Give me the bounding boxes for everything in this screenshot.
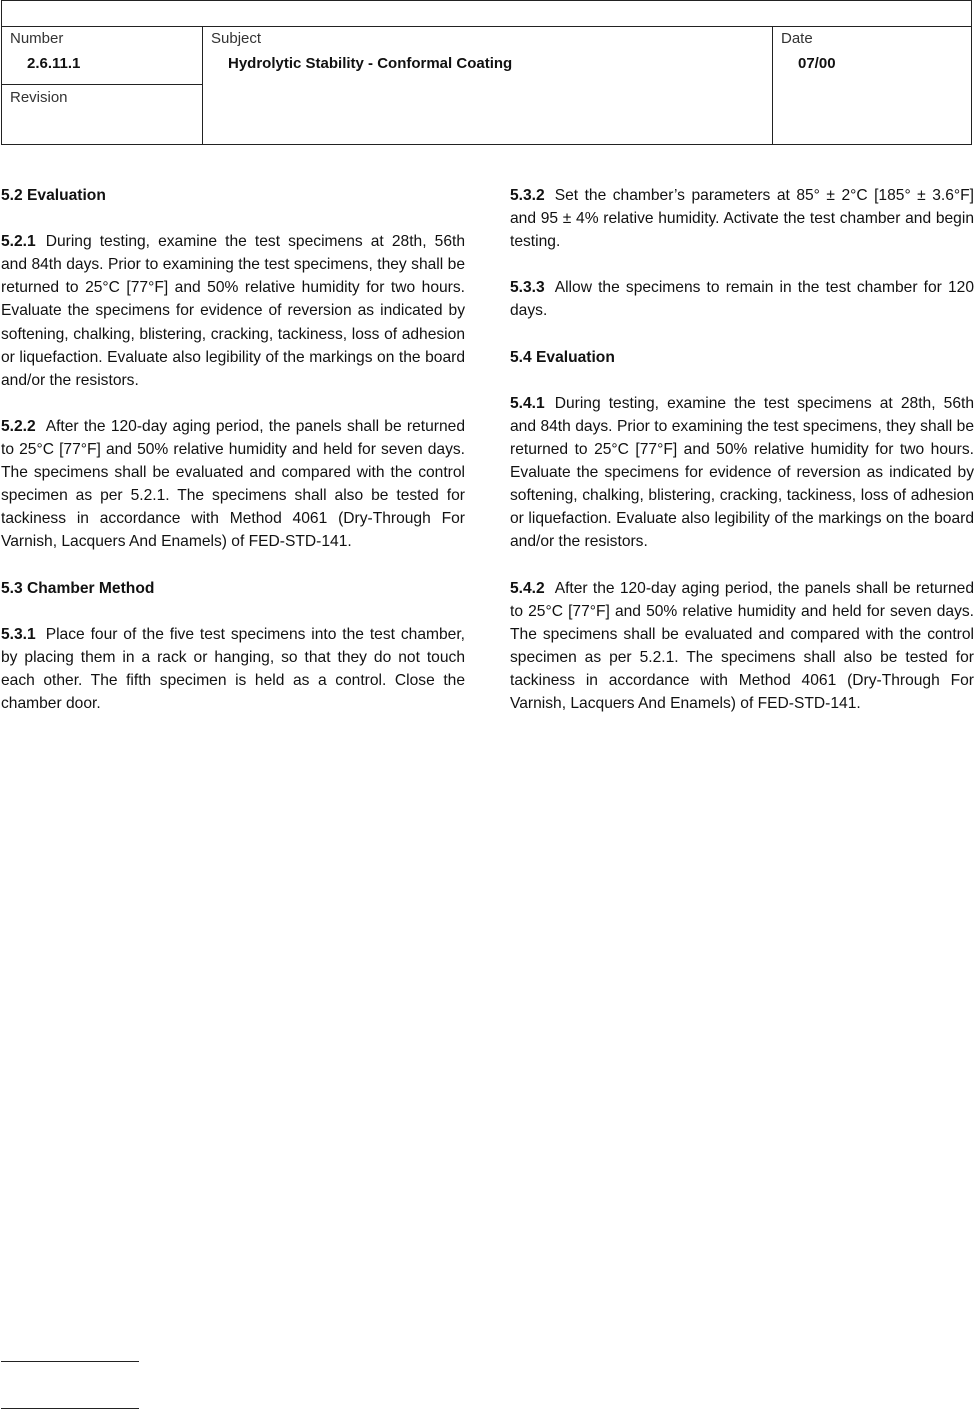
paragraph-5-2-1 <box>1 230 465 392</box>
paragraph-text: Place four of the five test specimens into the test chamber, by placing them in a rack or hanging, so that they do not touch each other. The fifth specimen is held as a control. Close the chamber door. <box>1 625 465 713</box>
paragraph-number: 5.2.2 <box>1 417 36 435</box>
footnote-rule <box>1 1361 139 1362</box>
paragraph-text: Allow the specimens to remain in the test chamber for 120 days. <box>510 279 974 320</box>
paragraph-number: 5.2.1 <box>1 233 36 251</box>
subject-label: Subject <box>211 30 262 47</box>
revision-label: Revision <box>10 89 68 106</box>
number-cell <box>2 26 203 85</box>
paragraph-number: 5.3.3 <box>510 279 545 297</box>
paragraph-5-4-1 <box>510 392 974 554</box>
paragraph-text: During testing, examine the test specimens at 28th, 56th and 84th days. Prior to examining the test specimens, they shall be returned to 25°C [77°F] and 50% relative humidity for two hours. Evaluate the specimens for evidence of reversion as indicated by softening, chalking, blistering, cracking, tackiness, loss of adhesion or liquefaction. Evaluate also legibility of the markings on the board and/or the resistors. <box>510 394 974 551</box>
revision-cell <box>2 85 203 144</box>
subject-cell <box>203 26 773 144</box>
header-top-strip <box>2 1 971 27</box>
date-cell <box>773 26 971 144</box>
paragraph-text: After the 120-day aging period, the panels shall be returned to 25°C [77°F] and 50% relative humidity and held for seven days. The specimens shall be evaluated and compared with the control specimen as per 5.2.1. The specimens shall also be tested for tackiness in accordance with Method 4061 (Dry-Through For Varnish, Lacquers And Enamels) of FED-STD-141. <box>510 579 974 713</box>
paragraph-number: 5.4.1 <box>510 394 545 412</box>
paragraph-number: 5.3.1 <box>1 625 36 643</box>
paragraph-text: After the 120-day aging period, the panels shall be returned to 25°C [77°F] and 50% relative humidity and held for seven days. The specimens shall be evaluated and compared with the control specimen as per 5.2.1. The specimens shall also be tested for tackiness in accordance with Method 4061 (Dry-Through For Varnish, Lacquers And Enamels) of FED-STD-141. <box>1 417 465 551</box>
number-value: 2.6.11.1 <box>27 55 81 72</box>
subject-value: Hydrolytic Stability - Conformal Coating <box>228 55 513 72</box>
section-heading-5-2: 5.2 Evaluation <box>1 187 106 204</box>
paragraph-number: 5.3.2 <box>510 187 545 204</box>
date-value: 07/00 <box>798 55 836 72</box>
paragraph-text: During testing, examine the test specimens at 28th, 56th and 84th days. Prior to examining the test specimens, they shall be returned to 25°C [77°F] and 50% relative humidity for two hours. Evaluate the specimens for evidence of reversion as indicated by softening, chalking, blistering, cracking, tackiness, loss of adhesion or liquefaction. Evaluate also legibility of the markings on the board and/or the resistors. <box>1 233 465 389</box>
left-column <box>1 184 465 738</box>
paragraph-5-4-2 <box>510 577 974 716</box>
date-label: Date <box>781 30 813 47</box>
paragraph-5-2-2 <box>1 415 465 554</box>
paragraph-number: 5.4.2 <box>510 579 545 597</box>
paragraph-5-3-3 <box>510 276 974 322</box>
paragraph-text: Set the chamber’s parameters at 85° ± 2°C [185° ± 3.6°F] and 95 ± 4% relative humidity. Activate the test chamber and begin testing. <box>510 187 974 251</box>
paragraph-5-3-1 <box>1 623 465 715</box>
paragraph-5-3-2 <box>510 184 974 253</box>
section-heading-5-3: 5.3 Chamber Method <box>1 579 155 597</box>
number-label: Number <box>10 30 64 47</box>
section-heading-5-4: 5.4 Evaluation <box>510 348 615 366</box>
document-header <box>1 0 972 145</box>
right-column <box>510 184 974 738</box>
